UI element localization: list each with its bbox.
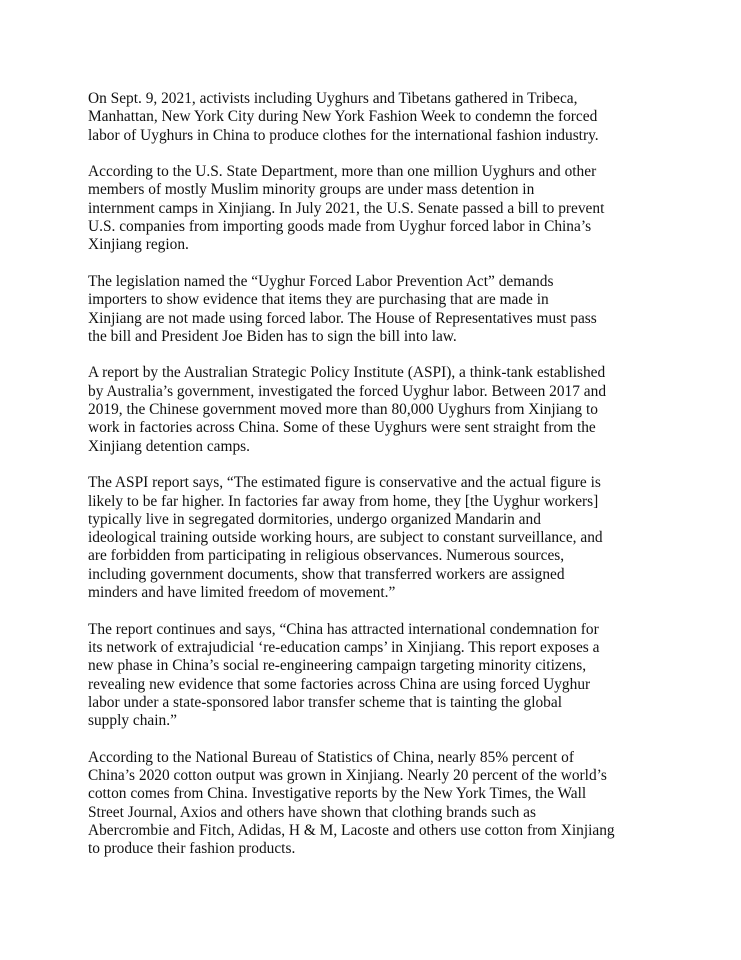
document-body	[88, 90, 656, 877]
paragraph-aspi-report: A report by the Australian Strategic Policy Institute (ASPI), a think-tank established by Australia’s government, investigated the forced Uyghur labor. Between 2017 and 2019, the Chinese government moved more than 80,000 Uyghurs from Xinjiang to work in factories across China. Some of these Uyghurs were sent straight from the Xinjiang detention camps.	[88, 364, 607, 455]
paragraph-aspi-quote: The ASPI report says, “The estimated figure is conservative and the actual figure is likely to be far higher. In factories far away from home, they [the Uyghur workers] typically live in segregated dormitories, undergo organized Mandarin and ideological training outside working hours, are subject to constant surveillance, and are forbidden from participating in religious observances. Numerous sources, including government documents, show that transferred workers are assigned minders and have limited freedom of movement.”	[88, 474, 603, 602]
paragraph-state-department: According to the U.S. State Department, more than one million Uyghurs and other members of mostly Muslim minority groups are under mass detention in internment camps in Xinjiang. In July 2021, the U.S. Senate passed a bill to prevent U.S. companies from importing goods made from Uyghur forced labor in China’s Xinjiang region.	[88, 163, 605, 254]
paragraph-cotton-statistics: According to the National Bureau of Statistics of China, nearly 85% percent of China’s 2020 cotton output was grown in Xinjiang. Nearly 20 percent of the world’s cotton comes from China. Investigative reports by the New York Times, the Wall Street Journal, Axios and others have shown that clothing brands such as Abercrombie and Fitch, Adidas, H & M, Lacoste and others use cotton from Xinjiang to produce their fashion products.	[88, 748, 615, 858]
paragraph-fashion-week-protest: On Sept. 9, 2021, activists including Uyghurs and Tibetans gathered in Tribeca, Manhattan, New York City during New York Fashion Week to condemn the forced labor of Uyghurs in China to produce clothes for the international fashion industry.	[88, 90, 599, 144]
paragraph-report-continues: The report continues and says, “China has attracted international condemnation for its network of extrajudicial ‘re-education camps’ in Xinjiang. This report exposes a new phase in China’s social re-engineering campaign targeting minority citizens, revealing new evidence that some factories across China are using forced Uyghur labor under a state-sponsored labor transfer scheme that is tainting the global supply chain.”	[88, 620, 600, 730]
paragraph-legislation: The legislation named the “Uyghur Forced Labor Prevention Act” demands importers to show evidence that items they are purchasing that are made in Xinjiang are not made using forced labor. The House of Representatives must pass the bill and President Joe Biden has to sign the bill into law.	[88, 272, 597, 345]
